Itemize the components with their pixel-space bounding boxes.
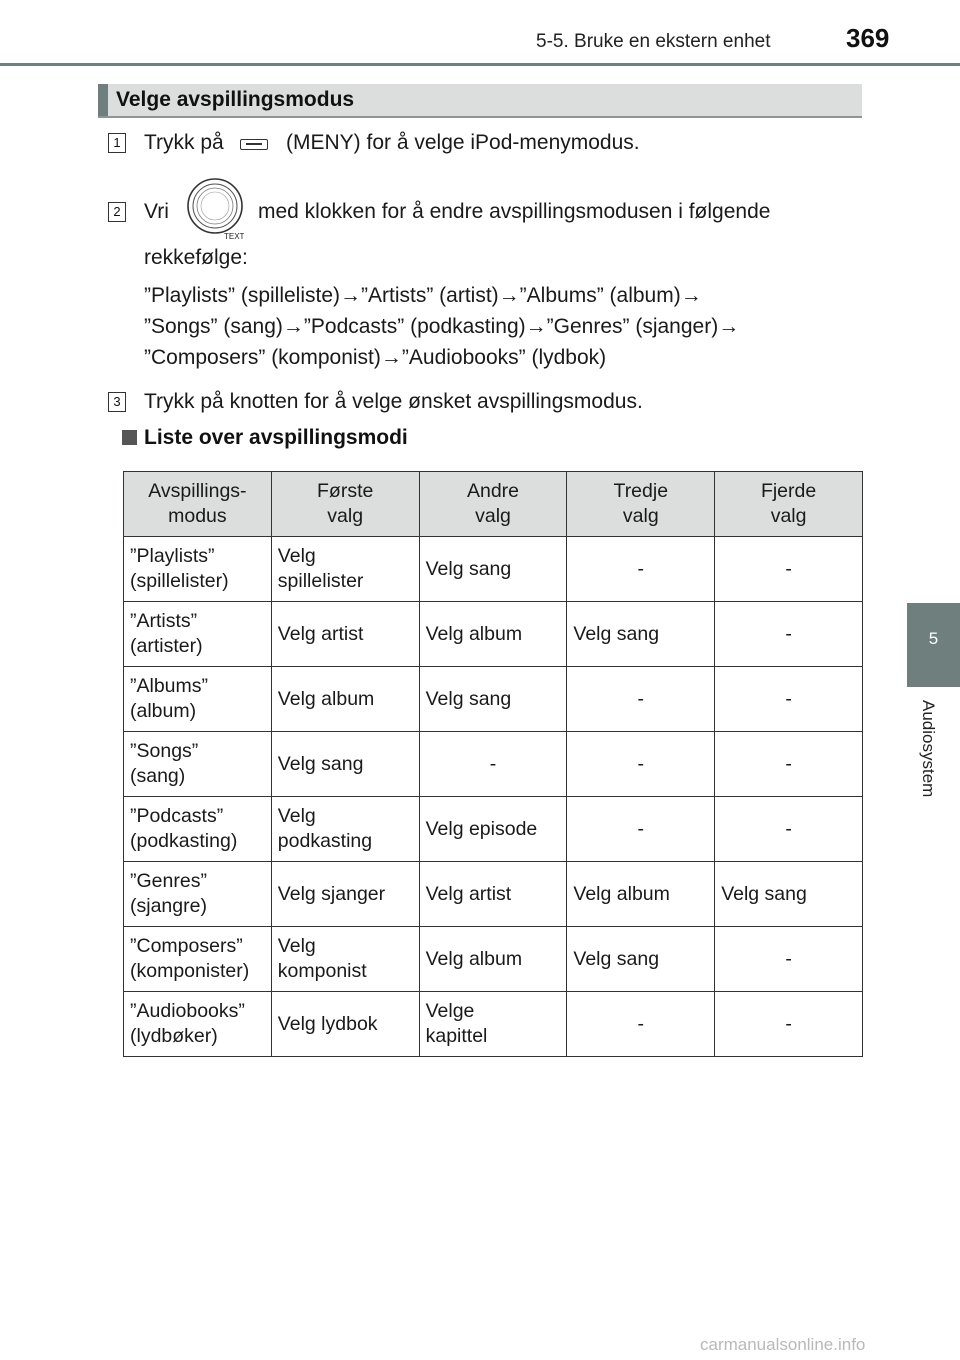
table-cell: Velg album bbox=[419, 927, 567, 992]
table-cell: - bbox=[715, 797, 863, 862]
table-cell: Velg lydbok bbox=[271, 992, 419, 1057]
section-header bbox=[98, 84, 862, 118]
chapter-tab bbox=[907, 603, 960, 687]
step-2-line-3: ”Songs” (sang)→”Podcasts” (podkasting)→”Genres” (sjanger)→ bbox=[144, 315, 740, 338]
table-cell: Velg album bbox=[567, 862, 715, 927]
table-row bbox=[124, 797, 863, 862]
table-cell: - bbox=[715, 537, 863, 602]
table-cell: - bbox=[715, 927, 863, 992]
header-cell: Avspillings- modus bbox=[124, 472, 272, 537]
table-cell: - bbox=[419, 732, 567, 797]
table-cell: - bbox=[715, 992, 863, 1057]
step-number-1: 1 bbox=[108, 133, 126, 153]
table-row bbox=[124, 537, 863, 602]
table-cell: - bbox=[715, 732, 863, 797]
header-rule bbox=[0, 63, 960, 66]
playback-mode-table bbox=[123, 471, 863, 1057]
table-cell: ”Audiobooks” (lydbøker) bbox=[124, 992, 272, 1057]
menu-button-icon bbox=[240, 139, 268, 150]
table-cell: Velg episode bbox=[419, 797, 567, 862]
chapter-label bbox=[916, 700, 940, 818]
table-cell: Velg album bbox=[271, 667, 419, 732]
tune-knob-icon bbox=[186, 177, 244, 241]
table-row bbox=[124, 927, 863, 992]
table-cell: Velg sang bbox=[567, 927, 715, 992]
page-number: 369 bbox=[846, 23, 890, 53]
subheading: Liste over avspillingsmodi bbox=[144, 426, 408, 449]
header-cell: Første valg bbox=[271, 472, 419, 537]
step-2-text-before: Vri bbox=[144, 200, 169, 223]
table-cell: Velg sang bbox=[419, 537, 567, 602]
table-cell: - bbox=[567, 797, 715, 862]
watermark: carmanualsonline.info bbox=[700, 1335, 866, 1354]
table-cell: ”Albums” (album) bbox=[124, 667, 272, 732]
table-cell: Velg artist bbox=[271, 602, 419, 667]
table-cell: ”Composers” (komponister) bbox=[124, 927, 272, 992]
square-bullet-icon bbox=[122, 430, 137, 445]
header-cell: Fjerde valg bbox=[715, 472, 863, 537]
header-section-title: 5-5. Bruke en ekstern enhet bbox=[536, 31, 771, 52]
table-cell: ”Genres” (sjangre) bbox=[124, 862, 272, 927]
table-row bbox=[124, 602, 863, 667]
table-cell: Velg sang bbox=[419, 667, 567, 732]
table-cell: Velg sang bbox=[567, 602, 715, 667]
table-cell: ”Playlists” (spillelister) bbox=[124, 537, 272, 602]
knob-label: TEXT bbox=[224, 232, 244, 241]
table-cell: - bbox=[567, 992, 715, 1057]
table-cell: Velg podkasting bbox=[271, 797, 419, 862]
step-1-text-after: (MENY) for å velge iPod-menymodus. bbox=[286, 131, 640, 154]
table-cell: - bbox=[715, 602, 863, 667]
table-cell: Velg sang bbox=[715, 862, 863, 927]
table-cell: - bbox=[567, 732, 715, 797]
table-cell: Velg komponist bbox=[271, 927, 419, 992]
table-row bbox=[124, 732, 863, 797]
table-row bbox=[124, 667, 863, 732]
step-1-text-before: Trykk på bbox=[144, 131, 224, 154]
table-row bbox=[124, 862, 863, 927]
step-number-2: 2 bbox=[108, 202, 126, 222]
table-cell: Velge kapittel bbox=[419, 992, 567, 1057]
chapter-number: 5 bbox=[928, 629, 939, 648]
table-row bbox=[124, 992, 863, 1057]
section-title: Velge avspillingsmodus bbox=[116, 88, 355, 111]
table-cell: - bbox=[567, 667, 715, 732]
table-cell: Velg album bbox=[419, 602, 567, 667]
step-2-line-2: ”Playlists” (spilleliste)→”Artists” (artist)→”Albums” (album)→ bbox=[144, 284, 702, 307]
table-cell: - bbox=[715, 667, 863, 732]
step-3-text: Trykk på knotten for å velge ønsket avspillingsmodus. bbox=[144, 390, 643, 413]
table-cell: Velg artist bbox=[419, 862, 567, 927]
step-2-line-1: rekkefølge: bbox=[144, 246, 248, 269]
table-header-row bbox=[124, 472, 863, 537]
table-cell: Velg sjanger bbox=[271, 862, 419, 927]
table-cell: Velg sang bbox=[271, 732, 419, 797]
step-2-line-4: ”Composers” (komponist)→”Audiobooks” (lydbok) bbox=[144, 346, 607, 369]
table-cell: - bbox=[567, 537, 715, 602]
table-cell: Velg spillelister bbox=[271, 537, 419, 602]
header-cell: Andre valg bbox=[419, 472, 567, 537]
table-cell: ”Songs” (sang) bbox=[124, 732, 272, 797]
chapter-label-text: Audiosystem bbox=[919, 700, 938, 798]
table-cell: ”Podcasts” (podkasting) bbox=[124, 797, 272, 862]
step-2-text-after: med klokken for å endre avspillingsmodusen i følgende bbox=[258, 200, 771, 223]
table-cell: ”Artists” (artister) bbox=[124, 602, 272, 667]
header-cell: Tredje valg bbox=[567, 472, 715, 537]
step-number-3: 3 bbox=[108, 392, 126, 412]
